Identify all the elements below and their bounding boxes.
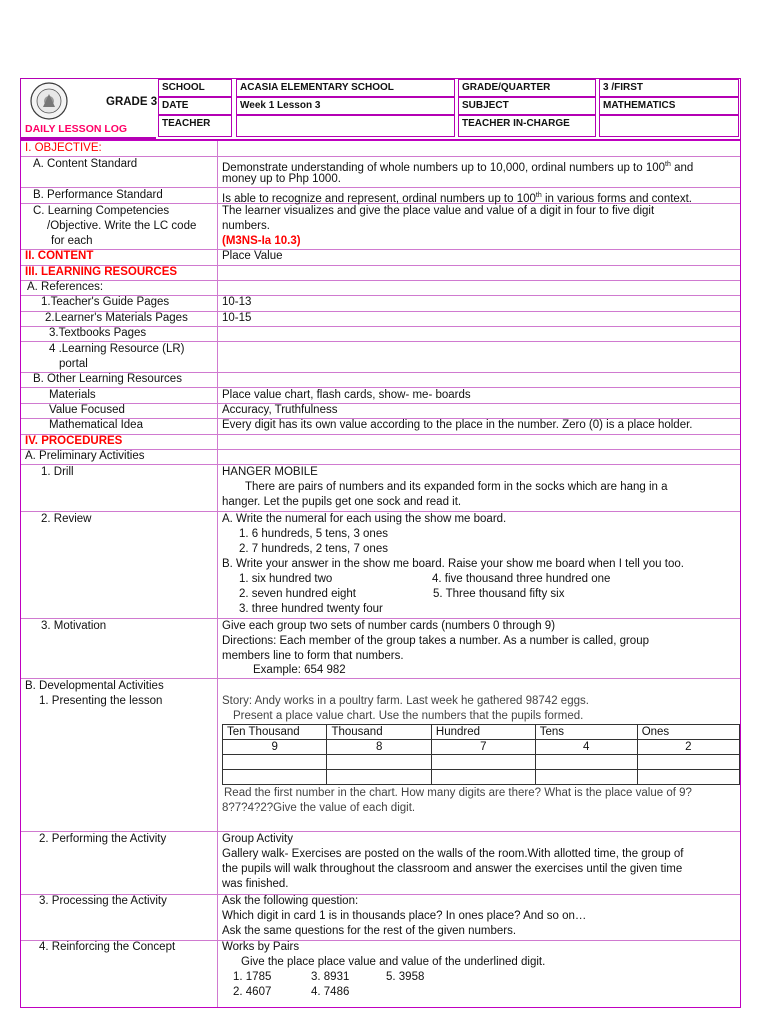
teachers-guide-value: 10-13 [222,296,252,308]
other-resources-label: B. Other Learning Resources [33,373,182,385]
table-header-cell: Ten Thousand [223,725,327,740]
table-cell: 9 [223,740,327,755]
content-value: Place Value [222,250,283,262]
table-header-cell: Thousand [327,725,431,740]
presenting-lesson-label: 1. Presenting the lesson [39,695,163,707]
preliminary-activities-label: A. Preliminary Activities [25,450,145,462]
learning-competencies-label-2: /Objective. Write the LC code [47,220,197,232]
table-header-cell: Ones [637,725,739,740]
value-focused-value: Accuracy, Truthfulness [222,404,338,416]
place-value-table [222,724,740,785]
teacher-value [236,115,455,137]
content-standard-text: Demonstrate understanding of whole numbers up to 10,000, ordinal numbers up to 100th and [222,161,694,174]
processing-text-3: Ask the same questions for the rest of the given numbers. [222,925,517,937]
motivation-text-3: members line to form that numbers. [222,650,404,662]
table-cell [431,770,535,785]
lr-portal-label-2: portal [59,358,88,370]
table-header-cell: Tens [535,725,637,740]
reinforcing-item-2: 2. 4607 [233,986,272,998]
table-cell [637,755,739,770]
procedures-heading: IV. PROCEDURES [25,435,123,447]
review-b-item-5: 5. Three thousand fifty six [433,588,565,600]
deped-seal-icon [23,81,75,121]
content-standard-text-2: money up to Php 1000. [222,173,341,185]
review-a-item-1: 1. 6 hundreds, 5 tens, 3 ones [239,528,388,540]
learners-materials-value: 10-15 [222,312,252,324]
drill-label: 1. Drill [41,466,74,478]
performing-text-3: the pupils will walk throughout the classroom and answer the exercises until the given time [222,863,683,875]
table-row [223,770,740,785]
review-b-item-2: 2. seven hundred eight [239,588,357,600]
processing-activity-label: 3. Processing the Activity [39,895,167,907]
textbooks-label: 3.Textbooks Pages [49,327,147,339]
learning-competencies-label: C. Learning Competencies [33,205,170,217]
table-header-cell: Hundred [431,725,535,740]
materials-value: Place value chart, flash cards, show- me- boards [222,389,471,401]
reinforcing-concept-label: 4. Reinforcing the Concept [39,941,176,953]
drill-title: HANGER MOBILE [222,466,318,478]
processing-text-2: Which digit in card 1 is in thousands place? In ones place? And so on… [222,910,587,922]
table-cell [327,770,431,785]
daily-lesson-log-title: DAILY LESSON LOG [25,123,128,135]
table-cell [535,755,637,770]
developmental-activities-label: B. Developmental Activities [25,680,164,692]
teachers-guide-label: 1.Teacher's Guide Pages [41,296,170,308]
content-heading: II. CONTENT [25,250,94,262]
review-a-item-2: 2. 7 hundreds, 2 tens, 7 ones [239,543,388,555]
table-cell [223,755,327,770]
column-divider [217,141,218,1007]
reinforcing-text-2: Give the place place value and value of the underlined digit. [241,956,546,968]
table-cell [327,755,431,770]
teacher-in-charge-value [599,115,739,137]
subject-label: SUBJECT [458,97,596,115]
header-block [20,78,741,140]
content-standard-label: A. Content Standard [33,158,138,170]
references-label: A. References: [27,281,104,293]
date-value: Week 1 Lesson 3 [236,97,455,115]
read-question-text: Read the first number in the chart. How many digits are there? What is the place value of 9? [224,787,692,799]
reinforcing-text-1: Works by Pairs [222,941,300,953]
review-label: 2. Review [41,513,92,525]
lesson-grid [20,140,741,1008]
date-label: DATE [158,97,232,115]
motivation-text-1: Give each group two sets of number cards (numbers 0 through 9) [222,620,556,632]
teacher-label: TEACHER [158,115,232,137]
present-chart-text: Present a place value chart. Use the numbers that the pupils formed. [233,710,584,722]
table-cell [535,770,637,785]
drill-text: There are pairs of numbers and its expanded form in the socks which are hang in a [245,481,668,493]
mathematical-idea-value: Every digit has its own value according to the place in the number. Zero (0) is a place holder. [222,419,693,431]
lr-portal-label: 4 .Learning Resource (LR) [49,343,185,355]
review-b-item-3: 3. three hundred twenty four [239,603,383,615]
table-cell [637,770,739,785]
performance-standard-label: B. Performance Standard [33,189,163,201]
review-b-item-1: 1. six hundred two [239,573,333,585]
lc-code: (M3NS-Ia 10.3) [222,235,301,247]
reinforcing-item-4: 4. 7486 [311,986,350,998]
motivation-text-2: Directions: Each member of the group takes a number. As a number is called, group [222,635,649,647]
grade-title: GRADE 3 [106,96,158,108]
table-cell: 2 [637,740,739,755]
table-cell: 7 [431,740,535,755]
review-part-b: B. Write your answer in the show me board. Raise your show me board when I tell you too. [222,558,684,570]
learning-competencies-label-3: for each [51,235,93,247]
subject-value: MATHEMATICS [599,97,739,115]
reinforcing-item-3: 3. 8931 [311,971,350,983]
value-focused-label: Value Focused [49,404,125,416]
review-b-item-4: 4. five thousand three hundred one [432,573,611,585]
drill-text-2: hanger. Let the pupils get one sock and read it. [222,496,462,508]
story-text: Story: Andy works in a poultry farm. Last week he gathered 98742 eggs. [222,695,589,707]
performing-text-2: Gallery walk- Exercises are posted on the walls of the room.With allotted time, the group of [222,848,684,860]
school-value: ACASIA ELEMENTARY SCHOOL [236,79,455,97]
teacher-in-charge-label: TEACHER IN-CHARGE [458,115,596,137]
learning-competencies-text-2: numbers. [222,220,270,232]
performance-standard-text: Is able to recognize and represent, ordinal numbers up to 100th in various forms and context. [222,192,692,205]
table-row [223,755,740,770]
objective-heading: I. OBJECTIVE: [25,142,102,154]
grade-quarter-value: 3 /FIRST [599,79,739,97]
motivation-label: 3. Motivation [41,620,107,632]
review-part-a: A. Write the numeral for each using the show me board. [222,513,507,525]
title-underline [21,137,156,139]
grade-quarter-label: GRADE/QUARTER [458,79,596,97]
read-question-text-2: 8?7?4?2?Give the value of each digit. [222,802,416,814]
performing-text-4: was finished. [222,878,289,890]
materials-label: Materials [49,389,96,401]
mathematical-idea-label: Mathematical Idea [49,419,143,431]
performing-text-1: Group Activity [222,833,293,845]
table-cell: 8 [327,740,431,755]
learning-competencies-text: The learner visualizes and give the place value and value of a digit in four to five digit [222,205,655,217]
learners-materials-label: 2.Learner's Materials Pages [45,312,188,324]
table-cell: 4 [535,740,637,755]
school-label: SCHOOL [158,79,232,97]
motivation-example: Example: 654 982 [253,664,346,676]
table-header-row [223,725,740,740]
table-row [223,740,740,755]
table-cell [431,755,535,770]
processing-text-1: Ask the following question: [222,895,359,907]
learning-resources-heading: III. LEARNING RESOURCES [25,266,178,278]
reinforcing-item-5: 5. 3958 [386,971,425,983]
table-cell [223,770,327,785]
reinforcing-item-1: 1. 1785 [233,971,272,983]
performing-activity-label: 2. Performing the Activity [39,833,167,845]
